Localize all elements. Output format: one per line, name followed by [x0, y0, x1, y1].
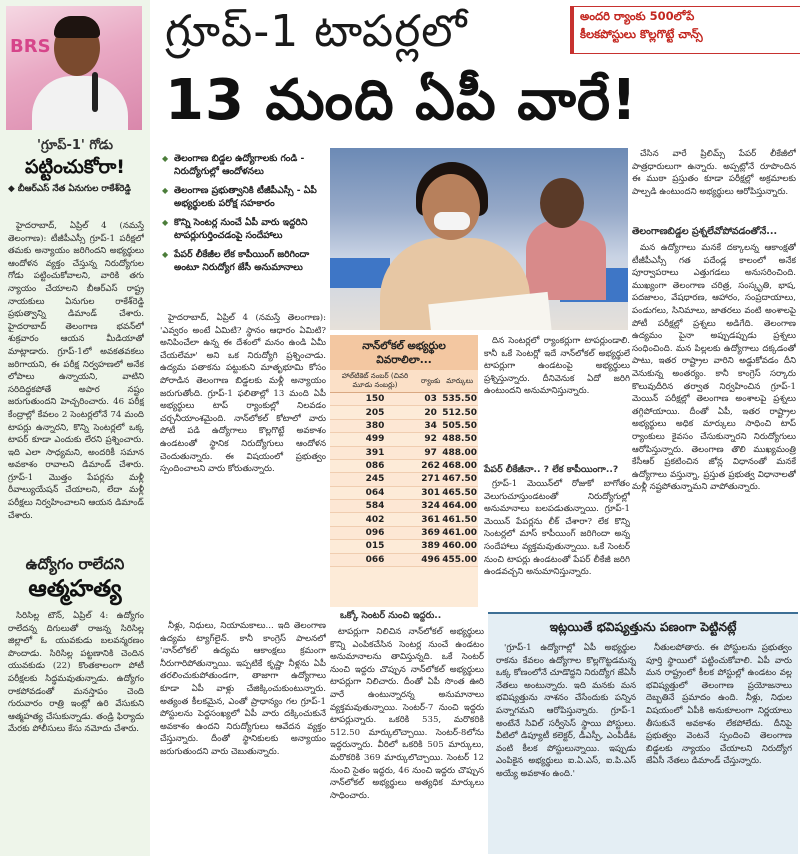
second-story-body: [8, 610, 144, 850]
highlight-item: ◆ తెలంగాణ ప్రభుత్వానికి టీజీపీఎస్సీ - ఏపీ అభ్యర్థులకు పరోక్ష సహకారం: [174, 184, 326, 210]
photo-student-head: [422, 174, 480, 240]
highlight-item: ◆ కొన్ని సెంటర్ల నుంచే ఏపీ వారు ఇద్దరిని టాపర్లుగుర్తించడంపై సందేహాలు: [174, 216, 326, 242]
marks-cell: 455.00: [442, 554, 477, 565]
photo-figure-hair-top: [54, 16, 100, 38]
rank-cell: 34: [420, 419, 441, 432]
table-title-line1: నాన్‌లోకల్ అభ్యర్థుల: [362, 340, 446, 352]
second-story-headline: ఆత్మహత్య: [28, 576, 122, 602]
rank-cell: 03: [420, 393, 441, 406]
table-row: [330, 553, 478, 566]
leak-subheading: పేపర్ లీకేజీనా.. ? లేక కాపీయింగా..?: [484, 464, 619, 475]
center-column-bottom: [160, 620, 326, 850]
right-subheading: తెలంగాణబిడ్డల ప్రశ్నలేవోపోవడంతోనే...: [632, 226, 778, 237]
table-row: [330, 406, 478, 419]
center-column-top: [160, 312, 326, 620]
highlights-list: [160, 148, 326, 304]
marks-cell: 505.50: [442, 420, 477, 431]
side-paragraph: దిన సెంటర్లలో ర్యాంకర్లుగా టాపర్లుండాలి. కానీ ఒకే సెంటర్లో ఇదే నాన్‌లోకల్ అభ్యర్థులే టాపర్లుగా ఉండటంపై అభ్యర్థులు ప్రశ్నిస్తున్నారు. దీనివెనుక ఏదో జరిగి ఉంటుందని అనుమానిస్తున్నారు.: [484, 336, 630, 397]
right-paragraph: మన ఉద్యోగాలు మనకే దక్కాలన్న ఆకాంక్షతో టీజీపీఎస్సీ గత పదేండ్ల కాలంలో అనేక పూర్వాపరాలు ఎత్తుగడలు అనుసరించింది. ముఖ్యంగా తెలంగాణ చరిత్ర, సంస్కృతి, భాష, పదజాలం, వేషధారణ, ఆహారం, సంప్రదాయాలు, పండుగలు, సినిమాలు, జాతరలు వంటి అంశాలపై పోటీ పరీక్షల్లో ప్రశ్నలు అడిగేది. తెలంగాణ ఉద్యమం పైనా అప్పుడప్పుడు ప్రశ్నలు సంధించింది. మన పిల్లలకు ఉద్యోగాలు దక్కడంతో పాటు, ఇతర రాష్ట్రాల వారిని అడ్డుకోవడం దీని వెనుకున్న అంతర్యం. కానీ కాంగ్రెస్ సర్కారు కొలువుదీరిన తర్వాత నిర్వహించిన గ్రూప్-1 మెయిన్ పరీక్షల్లో తెలంగాణ అంశాలపై ప్రశ్నలు తగ్గిపోయాయి. దీంతో ఏపీ, ఇతర రాష్ట్రాల అభ్యర్థులు అధిక మార్కులు సాధించి టాప్ ర్యాంకులు కైవసం చేసుకున్నారని నిరుద్యోగులు ఆరోపిస్తున్నారు. తెలంగాణ తొలి ముఖ్యమంత్రి కేసీఆర్ ప్రకటించిన జోన్ల విధానంతో మనకే ఉద్యోగాలు వస్తున్నా, ప్రస్తుత ప్రభుత్వ విధానాలతో మళ్లీ నష్టపోతున్నామని వాపోతున్నారు.: [632, 243, 796, 493]
nonlocal-candidates-table: [330, 335, 478, 607]
hallticket-cell: 086: [330, 459, 420, 472]
table-row: [330, 473, 478, 486]
hallticket-cell: 391: [330, 446, 420, 459]
marks-cell: 488.00: [442, 447, 477, 458]
left-story-headline: పట్టించుకోరా!: [25, 156, 125, 178]
left-story-byline: ◆ బీఆర్‌ఎస్ నేత ఏనుగుల రాకేశ్‌రెడ్డి: [8, 184, 131, 194]
right-column-body: [632, 242, 796, 597]
center-subheading: ఒక్కో సెంటర్ నుంచి ఇద్దరు..: [340, 610, 442, 621]
byline-text: బీఆర్‌ఎస్ నేత ఏనుగుల రాకేశ్‌రెడ్డి: [17, 184, 131, 194]
politician-photo: [6, 6, 142, 130]
center-paragraph: హైదరాబాద్, ఏప్రిల్ 4 (నమస్తే తెలంగాణ): 'ఎవ్వరం అంటే ఏమిటి? స్థానం ఆధారం ఏమిటి? అనిపించేలా ఉన్న ఈ దేశంలో మనం ఉండి ఏమీ చేయలేమా' అని ఒక నిరుద్యోగి ప్రశ్నించాడు. ఉద్యమ పతాకను పట్టుకుని మాతృభూమి కోసం పోరాడిన తెలంగాణ బిడ్డలకు మళ్లీ అన్యాయం జరుగుతోంది. గ్రూప్-1 ఫలితాల్లో 13 మంది ఏపీ అభ్యర్థులు టాప్ ర్యాంకుల్లో నిలవడం చర్చనీయాంశమైంది. నాన్‌లోకల్ కోటాలో వారు పోటీ పడి ఉద్యోగాలు కొల్లగొట్టే అవకాశం ఉండటంతో స్థానిక నిరుద్యోగులు ఆందోళన చెందుతున్నారు. ఈ విషయంలో ప్రభుత్వం స్పందించాలని వారు కోరుతున్నారు.: [160, 313, 326, 475]
left-story-paragraph: హైదరాబాద్, ఏప్రిల్ 4 (నమస్తే తెలంగాణ): టీజీపీఎస్సీ గ్రూప్-1 పరీక్షలో తమకు అన్యాయం జరిగిందని అభ్యర్థులు ఆందోళన వ్యక్తం చేస్తున్న నిరుద్యోగుల గోడు పట్టించుకోవాలని, వారికి తగు న్యాయం చేయాలని బీఆర్‌ఎస్ రాష్ట్ర నాయకులు ఏనుగుల రాకేశ్‌రెడ్డి ప్రభుత్వాన్ని డిమాండ్ చేశారు. హైదరాబాద్ తెలంగాణ భవన్‌లో శుక్రవారం ఆయన మీడియాతో మాట్లాడారు. గ్రూప్-1లో అవకతవకలు జరిగాయని, ఈ పరీక్ష నిర్వహణలో అనేక లోపాలు ఉన్నాయని, వాటిని సరిదిద్దకపోతే అపార నష్టం జరుగుతుందని హెచ్చరించారు. 46 పరీక్ష కేంద్రాల్లో కేవలం 2 సెంటర్లలోనే 74 మంది టాపర్లు ఉన్నారని, కొన్ని సెంటర్లలో ఒక్క టాపర్ కూడా ఎందుకు లేరని ప్రశ్నించారు. ఇది ఎలా సాధ్యమని, అందరికీ సమాన అవకాశం రావాలని డిమాండ్ చేశారు. గ్రూప్-1 మొత్తం పేపర్లను మళ్లీ రీవాల్యుయేషన్ చేయాలని, లేదా మళ్లీ పరీక్షలు నిర్వహించాలని ఆయన డిమాండ్ చేశారు.: [8, 221, 144, 521]
table-row: [330, 433, 478, 446]
highlight-item: ◆ పేపర్ లీకేజీల లేక కాపీయింగ్ జరిగిందా అంటూ నిరుద్యోగ జేసీ అనుమానాలు: [174, 248, 326, 274]
column-header-rank: ర్యాంకు: [420, 370, 441, 393]
microphone-icon: [92, 72, 98, 112]
main-headline-line1: గ్రూప్-1 టాపర్లలో: [165, 6, 468, 57]
left-story-kicker: 'గ్రూప్-1' గోడు: [36, 138, 114, 153]
future-at-stake-box: [488, 612, 798, 854]
table-row: [330, 446, 478, 459]
table-row: [330, 393, 478, 406]
column-header-hallticket: హాల్‌టికెట్ నంబర్ (చివరి మూడు నంబర్లు): [330, 370, 420, 393]
hallticket-cell: 205: [330, 406, 420, 419]
box-title: ఇట్లయితే భవిష్యత్తును పణంగా పెట్టినట్లే: [549, 620, 737, 634]
rank-cell: 369: [421, 527, 441, 538]
centers-paragraph: టాపర్లుగా నిలిచిన నాన్‌లోకల్ అభ్యర్థులు కొన్ని ఎంపికచేసిన సెంటర్ల నుంచే ఉండటం అనుమానాలను తావిస్తున్నది. ఒకే సెంటర్ నుంచి ఇద్దరు చొప్పున నాన్‌లోకల్ అభ్యర్థులు టాపర్లుగా నిలిచారు. దీంతో ఏపీ సొంత ఊరి వారే ఉంటున్నారన్న అనుమానాలు వ్యక్తమవుతున్నాయి. సెంటర్-7 నుంచి ఇద్దరు టాపర్లున్నారు. ఒకరికి 535, మరొకరికి 512.50 మార్కులొచ్చాయి. సెంటర్-8లోను ఇద్దరున్నారు. వీరిలో ఒకరికి 505 మార్కులు, మరొకరికి 369 మార్కులొచ్చాయి. సెంటర్ 12 నుంచి సైతం ఇద్దరు, 46 నుంచి ఇద్దరు చొప్పున నాన్‌లోకల్ అభ్యర్థులు అత్యధిక మార్కులు సాధించారు.: [330, 627, 484, 801]
right-column-top: [632, 148, 796, 228]
marks-cell: 460.00: [442, 541, 477, 552]
photo-student-back: [526, 220, 606, 300]
table-row: [330, 500, 478, 513]
marks-cell: 488.50: [442, 434, 477, 445]
hallticket-cell: 150: [330, 393, 420, 406]
table-side-column: [484, 335, 630, 463]
table-row: [330, 540, 478, 553]
photo-figure-body: [32, 76, 128, 130]
marks-cell: 467.50: [442, 474, 477, 485]
marks-cell: 468.00: [442, 461, 477, 472]
rank-cell: 271: [421, 474, 441, 485]
hallticket-cell: 584: [330, 500, 420, 513]
leak-column: [484, 478, 630, 608]
hallticket-cell: 499: [330, 433, 420, 446]
hallticket-cell: 402: [330, 513, 420, 526]
table-title: [330, 335, 478, 370]
table-row: [330, 526, 478, 539]
box-column-left: [496, 642, 636, 850]
marks-cell: 535.50: [442, 394, 477, 405]
table-row: [330, 513, 478, 526]
second-story-kicker: ఉద్యోగం రాలేదని: [25, 555, 125, 573]
table-row: [330, 459, 478, 472]
rank-cell: 361: [421, 514, 441, 525]
main-headline-line2: 13 మంది ఏపీ వారే!: [165, 68, 638, 133]
marks-cell: 461.50: [442, 514, 477, 525]
second-story-paragraph: సిరిసిల్ల టౌన్, ఏప్రిల్ 4: ఉద్యోగం రాలేదన్న దిగులుతో రాజన్న సిరిసిల్ల జిల్లాలో ఓ యువకుడు బలవన్మరణం పొందాడు. సిరిసిల్ల పట్టణానికి చెందిన యువకుడు (22) కొంతకాలంగా పోటీ పరీక్షలకు సిద్ధమవుతున్నాడు. ఉద్యోగం రాకపోవడంతో మనస్తాపం చెంది గురువారం రాత్రి ఇంట్లో ఉరి వేసుకుని ఆత్మహత్య చేసుకున్నాడు. తండ్రి ఫిర్యాదు మేరకు పోలీసులు కేసు నమోదు చేశారు.: [8, 611, 144, 735]
table-title-line2: వివరాలిలా...: [376, 354, 432, 366]
left-story-body: [8, 220, 144, 550]
photo-face-mask: [434, 212, 470, 230]
table-row: [330, 486, 478, 499]
hallticket-cell: 015: [330, 540, 420, 553]
marks-cell: 461.00: [442, 527, 477, 538]
highlight-item: ◆ తెలంగాణ బిడ్డల ఉద్యోగాలకు గండి - నిరుద్యోగుల్లో ఆందోళనలు: [174, 152, 326, 178]
marks-cell: 464.00: [442, 501, 477, 512]
photo-banner-text: BRS: [10, 36, 51, 57]
rank-cell: 262: [421, 461, 441, 472]
right-paragraph: చేసిన వారే ప్రిలిమ్స్ పేపర్ లీకేజీలో పాత్రధారులుగా ఉన్నారు. అప్పట్లోనే రూపొందిన ఈ ముఠా ప్రస్తుతం కూడా పరీక్షల్లో అక్రమాలకు పాల్పడి ఉంటుందని అభ్యర్థులు ఆరోపిస్తున్నారు.: [632, 149, 796, 197]
photo-student-back-head: [540, 178, 584, 228]
box-paragraph: నీతులపోతారు. ఈ పోస్టులను ప్రభుత్వం పూర్తి స్థాయిలో పట్టించుకోవాలి. ఏపీ వారు మన రాష్ట్రంలో కీలక పోస్టుల్లో ఉండటం వల్ల భవిష్యత్తులో తెలంగాణ ప్రయోజనాలు దెబ్బతినే ప్రమాదం ఉంది. నీళ్లు, నిధుల విషయంలో ఏపీకి అనుకూలంగా నిర్ణయాలు తీసుకునే అవకాశం లేకపోలేదు. దీనిపై ప్రభుత్వం వెంటనే స్పందించి తెలంగాణ బిడ్డలకు న్యాయం చేయాలని నిరుద్యోగ జేఏసీ నేతలు డిమాండ్ చేస్తున్నారు.: [646, 643, 792, 767]
rank-cell: 496: [421, 554, 441, 565]
table-row: [330, 419, 478, 432]
hallticket-cell: 380: [330, 419, 420, 432]
rank-cell: 97: [420, 446, 441, 459]
center-paragraph: నీళ్లు, నిధులు, నియామకాలు... ఇది తెలంగాణ ఉద్యమ ట్యాగ్‌లైన్. కానీ కాంగ్రెస్ పాలనలో 'నాన్‌లోకల్' ఉద్యమ ఆకాంక్షలు క్రమంగా నీరుగారిపోతున్నాయి. ఇప్పటికే కృష్ణా నీళ్లను ఏపీ తరలించుకుపోతుండగా, తాజాగా ఉద్యోగాలు కూడా ఏపీ వాళ్లు చేజిక్కించుకుంటున్నారు. అత్యంత కీలకమైన, ఎంతో ప్రాధాన్యం గల గ్రూప్-1 పోస్టులను పెద్దసంఖ్యలో ఏపీ వారు దక్కించుకునే అవకాశం ఉందని నిరుద్యోగులు ఆవేదన వ్యక్తం చేస్తున్నారు. దీంతో స్థానికులకు అన్యాయం జరుగుతుందని వారు చెబుతున్నారు.: [160, 621, 326, 757]
exam-hall-photo: [330, 148, 628, 330]
centers-column: [330, 626, 484, 850]
headline-sidebox: [570, 6, 800, 54]
box-column-right: [646, 642, 792, 850]
hallticket-cell: 066: [330, 553, 420, 566]
rank-cell: 389: [421, 541, 441, 552]
column-header-marks: మార్కులు: [441, 370, 478, 393]
sidebox-line1: అందరి ర్యాంకు 500లోపే: [580, 9, 695, 23]
marks-cell: 465.50: [442, 487, 477, 498]
leak-paragraph: గ్రూప్-1 మెయిన్‌లో రోజుకో బాగోతం వెలుగుచూస్తుండటంతో నిరుద్యోగుల్లో అనుమానాలు బలపడుతున్నాయి. గ్రూప్-1 మెయిన్ పేపర్లను లీక్ చేశారా? లేక కొన్ని సెంటర్లలో మాస్ కాపీయింగ్ జరిగిందా అన్న సందేహాలు వ్యక్తమవుతున్నాయి. ఒకే సెంటర్ నుంచి టాపర్లు ఉండటంతో పేపర్ లీకేజీ జరిగి ఉండవచ్చని అనుమానిస్తున్నారు.: [484, 479, 630, 578]
hallticket-cell: 245: [330, 473, 420, 486]
rank-cell: 20: [420, 406, 441, 419]
marks-cell: 512.50: [442, 407, 477, 418]
hallticket-cell: 096: [330, 526, 420, 539]
hallticket-cell: 064: [330, 486, 420, 499]
rank-cell: 92: [420, 433, 441, 446]
rank-cell: 324: [421, 501, 441, 512]
box-paragraph: 'గ్రూప్-1 ఉద్యోగాల్లో ఏపీ అభ్యర్థుల రాకను కేవలం ఉద్యోగాల కొల్లగొట్టడమన్న ఒక్క కోణంలోనే చూడొద్దని నిరుద్యోగ జేఏసీ నేతలు అంటున్నారు. ఇది మనకు మన భవిష్యత్తును నాశనం చేసేందుకు పన్నిన పన్నాగమని ఆరోపిస్తున్నారు. గ్రూప్-1 అంటేనే సివిల్ సర్వీసెస్ స్థాయి పోస్టులు. వీటిలో డిప్యూటీ కలెక్టర్, డీఎస్పీ, ఎంపీడీఓ వంటి కీలక పోస్టులున్నాయి. ఇప్పుడు ఎంపికైన అభ్యర్థులు ఐ.ఏ.ఎస్, ఐ.పి.ఎస్ అయ్యే అవకాశం ఉంది.': [496, 643, 636, 779]
sidebox-line2: కీలకపోస్టులు కొల్లగొట్టే చాన్స్: [580, 27, 703, 41]
rank-table: [330, 370, 478, 567]
rank-cell: 301: [421, 487, 441, 498]
